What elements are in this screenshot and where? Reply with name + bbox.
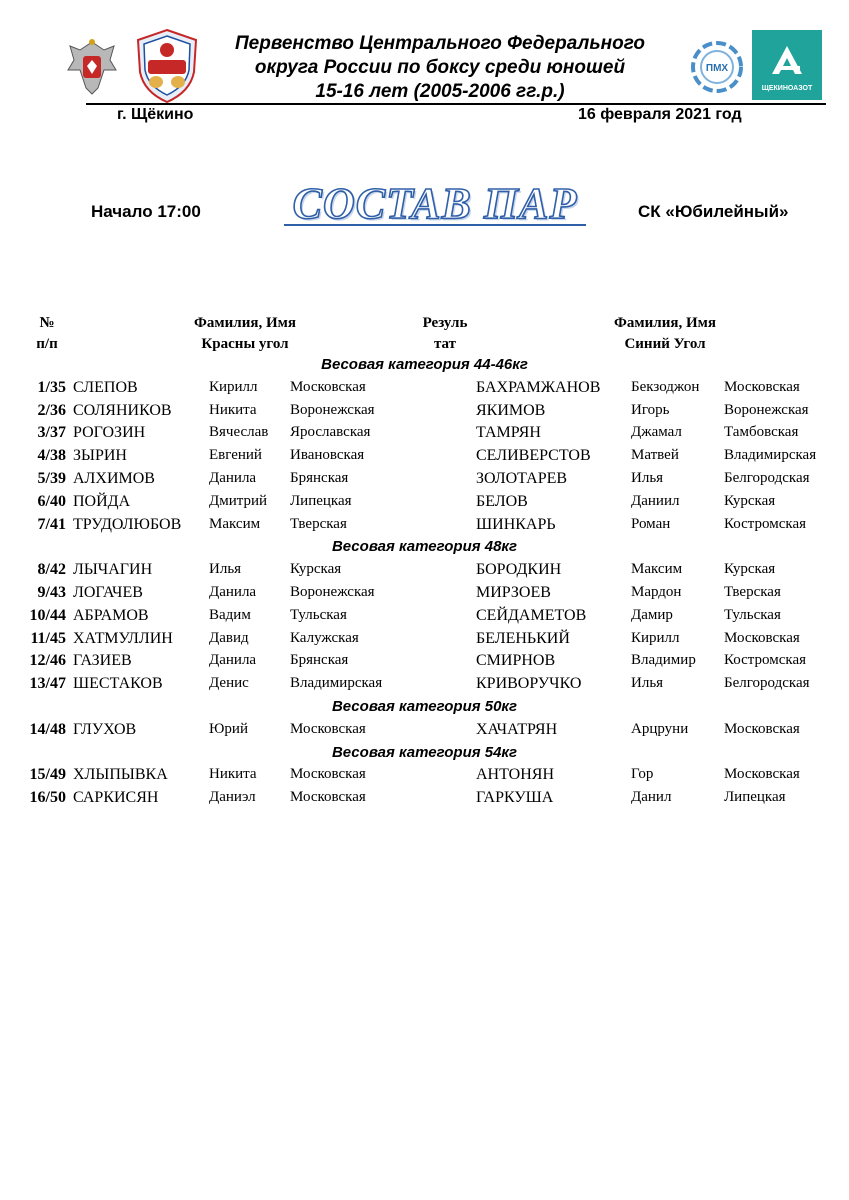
red-corner-region: Владимирская (290, 675, 383, 692)
blue-corner-region: Костромская (724, 652, 807, 669)
bout-row (0, 652, 849, 675)
column-header-line: Фамилия, Имя (614, 315, 716, 331)
red-corner-surname: САРКИСЯН (73, 789, 159, 807)
red-corner-surname: ГЛУХОВ (73, 720, 137, 738)
bout-number: 14/48 (29, 720, 66, 738)
start-time: Начало 17:00 (91, 202, 201, 221)
red-corner-first-name: Денис (209, 675, 249, 692)
blue-corner-first-name: Илья (631, 675, 664, 692)
blue-corner-region: Липецкая (724, 789, 786, 806)
red-corner-region: Воронежская (290, 584, 375, 600)
bout-row (0, 447, 849, 470)
event-city: г. Щёкино (117, 106, 194, 123)
bout-number: 4/38 (37, 447, 66, 465)
red-corner-region: Липецкая (290, 492, 352, 509)
blue-corner-first-name: Даниил (631, 492, 680, 509)
red-corner-surname: ГАЗИЕВ (73, 652, 132, 670)
red-corner-first-name: Давид (209, 629, 249, 646)
column-header-line: Резуль (422, 315, 468, 331)
column-header-line: Фамилия, Имя (194, 315, 296, 331)
red-corner-region: Воронежская (290, 401, 375, 418)
red-corner-first-name: Даниэл (209, 789, 256, 806)
bout-row (0, 470, 849, 493)
bout-row (0, 584, 849, 607)
bout-number: 15/49 (29, 766, 66, 784)
red-corner-region: Калужская (290, 629, 359, 646)
shchekinoazot-logo-text: ЩЕКИНОАЗОТ (761, 85, 813, 92)
bout-row (0, 516, 849, 539)
red-corner-region: Брянская (290, 470, 349, 486)
blue-corner-first-name: Владимир (631, 652, 696, 669)
weight-category-heading: Весовая категория 54кг (331, 743, 518, 761)
blue-corner-region: Московская (724, 720, 800, 737)
red-corner-region: Московская (290, 378, 366, 395)
red-corner-surname: ЛОГАЧЕВ (73, 584, 143, 601)
header-divider (86, 103, 826, 105)
boxing-federation-logo (134, 28, 200, 104)
pmh-logo (690, 40, 744, 94)
blue-corner-first-name: Джамал (631, 424, 682, 441)
red-corner-region: Московская (290, 720, 366, 737)
blue-corner-first-name: Игорь (631, 401, 670, 418)
blue-corner-first-name: Илья (631, 470, 664, 486)
header-title-line: Первенство Центрального Федерального (235, 33, 645, 54)
red-corner-first-name: Кирилл (209, 378, 258, 395)
blue-corner-surname: ЯКИМОВ (476, 401, 546, 419)
red-corner-first-name: Данила (209, 470, 257, 486)
red-corner-surname: ПОЙДА (73, 492, 131, 510)
bout-number: 1/35 (37, 378, 66, 396)
blue-corner-surname: АНТОНЯН (476, 766, 555, 784)
red-corner-region: Тульская (290, 606, 347, 623)
red-corner-region: Московская (290, 789, 366, 806)
blue-corner-surname: КРИВОРУЧКО (476, 675, 582, 693)
blue-corner-region: Курская (724, 561, 776, 578)
red-corner-first-name: Вячеслав (209, 424, 269, 441)
blue-corner-region: Московская (724, 378, 800, 395)
page-title-underline (284, 224, 586, 226)
weight-category-heading: Весовая категория 50кг (331, 698, 518, 715)
bout-row (0, 675, 849, 698)
red-corner-first-name: Дмитрий (209, 492, 268, 509)
column-header-blue-corner (580, 313, 750, 355)
weight-category-heading: Весовая категория 44-46кг (321, 356, 528, 373)
header-title-line: 15-16 лет (2005-2006 гг.р.) (315, 81, 565, 102)
blue-corner-first-name: Арцруни (631, 720, 689, 737)
bout-row (0, 424, 849, 447)
blue-corner-region: Тульская (724, 606, 781, 623)
blue-corner-surname: ТАМРЯН (476, 424, 541, 442)
blue-corner-region: Владимирская (724, 447, 817, 464)
red-corner-surname: ЛЫЧАГИН (73, 561, 153, 579)
column-header-line: Красны угол (201, 336, 289, 352)
bout-number: 2/36 (37, 401, 66, 419)
blue-corner-surname: БЕЛОВ (476, 492, 528, 510)
ministry-emblem-icon (64, 36, 120, 98)
blue-corner-surname: БАХРАМЖАНОВ (476, 378, 601, 396)
bout-number: 6/40 (37, 492, 66, 510)
blue-corner-first-name: Дамир (631, 606, 673, 623)
blue-corner-first-name: Данил (631, 789, 672, 806)
blue-corner-region: Костромская (724, 515, 807, 532)
blue-corner-first-name: Мардон (631, 584, 682, 600)
blue-corner-surname: ГАРКУША (476, 789, 554, 807)
red-corner-region: Тверская (290, 515, 347, 532)
header-title-line: округа России по боксу среди юношей (254, 57, 626, 78)
blue-corner-first-name: Роман (631, 515, 671, 532)
red-corner-surname: ЗЫРИН (73, 447, 127, 465)
blue-corner-first-name: Кирилл (631, 629, 680, 646)
red-corner-surname: ХЛЫПЫВКА (73, 766, 168, 784)
red-corner-first-name: Никита (209, 401, 257, 418)
blue-corner-surname: ЗОЛОТАРЕВ (476, 470, 568, 487)
column-header-line: № (39, 315, 55, 331)
blue-corner-region: Курская (724, 492, 776, 509)
bout-row (0, 789, 849, 812)
page-title: СОСТАВ ПАР (292, 179, 578, 228)
blue-corner-surname: БЕЛЕНЬКИЙ (476, 629, 570, 647)
red-corner-first-name: Данила (209, 652, 257, 669)
event-header (200, 32, 680, 104)
bout-number: 16/50 (29, 789, 66, 807)
blue-corner-surname: БОРОДКИН (476, 561, 562, 579)
red-corner-surname: СЛЕПОВ (73, 378, 138, 396)
shchekinoazot-logo (752, 30, 822, 100)
blue-corner-surname: ШИНКАРЬ (476, 515, 556, 533)
bout-row (0, 493, 849, 516)
red-corner-surname: АБРАМОВ (73, 606, 149, 624)
bout-row (0, 766, 849, 789)
red-corner-region: Курская (290, 561, 342, 578)
blue-corner-first-name: Матвей (631, 447, 679, 464)
bout-number: 9/43 (37, 584, 66, 601)
blue-corner-surname: СЕЙДАМЕТОВ (476, 606, 587, 624)
column-header-result (400, 313, 490, 355)
blue-corner-first-name: Гор (631, 766, 654, 783)
bout-row (0, 721, 849, 744)
red-corner-surname: ШЕСТАКОВ (73, 675, 163, 693)
red-corner-region: Московская (290, 766, 366, 783)
bout-number: 5/39 (37, 470, 66, 487)
venue: СК «Юбилейный» (638, 202, 789, 221)
bout-number: 12/46 (29, 652, 66, 670)
blue-corner-region: Московская (724, 766, 800, 783)
pmh-logo-text: ПМХ (705, 63, 729, 74)
column-header-line: Синий Угол (624, 336, 706, 352)
blue-corner-first-name: Бекзоджон (631, 378, 700, 395)
bout-number: 10/44 (29, 606, 66, 624)
blue-corner-region: Воронежская (724, 401, 809, 418)
blue-corner-surname: МИРЗОЕВ (476, 584, 551, 601)
weight-category-heading: Весовая категория 48кг (331, 538, 518, 556)
red-corner-first-name: Данила (209, 584, 257, 600)
bout-number: 3/37 (37, 424, 66, 442)
red-corner-surname: ТРУДОЛЮБОВ (73, 515, 182, 533)
red-corner-first-name: Максим (209, 515, 261, 532)
red-corner-first-name: Юрий (209, 720, 248, 737)
blue-corner-region: Белгородская (724, 470, 810, 486)
blue-corner-surname: СМИРНОВ (476, 652, 556, 670)
blue-corner-region: Тамбовская (724, 424, 799, 441)
bout-number: 7/41 (37, 515, 66, 533)
bout-number: 8/42 (37, 561, 66, 579)
red-corner-surname: ХАТМУЛЛИН (73, 629, 173, 647)
column-header-red-corner (160, 313, 330, 355)
blue-corner-surname: ХАЧАТРЯН (476, 720, 558, 738)
blue-corner-region: Белгородская (724, 675, 810, 692)
blue-corner-region: Тверская (724, 584, 781, 600)
blue-corner-surname: СЕЛИВЕРСТОВ (476, 447, 591, 465)
red-corner-surname: АЛХИМОВ (73, 470, 155, 487)
column-header-line: п/п (36, 336, 58, 352)
red-corner-first-name: Евгений (209, 447, 262, 464)
column-header-number (22, 313, 72, 355)
red-corner-first-name: Никита (209, 766, 257, 783)
event-date: 16 февраля 2021 год (578, 106, 742, 123)
bout-number: 13/47 (29, 675, 66, 693)
red-corner-region: Ярославская (290, 424, 371, 441)
red-corner-region: Брянская (290, 652, 349, 669)
bout-row (0, 379, 849, 402)
bout-row (0, 630, 849, 653)
blue-corner-first-name: Максим (631, 561, 683, 578)
blue-corner-region: Московская (724, 629, 800, 646)
column-header-line: тат (433, 336, 457, 352)
red-corner-first-name: Илья (209, 561, 242, 578)
red-corner-first-name: Вадим (209, 606, 251, 623)
red-corner-surname: СОЛЯНИКОВ (73, 401, 172, 419)
bout-row (0, 402, 849, 425)
bout-number: 11/45 (30, 629, 66, 647)
red-corner-region: Ивановская (290, 447, 365, 464)
bout-row (0, 607, 849, 630)
red-corner-surname: РОГОЗИН (73, 424, 146, 442)
bout-row (0, 561, 849, 584)
